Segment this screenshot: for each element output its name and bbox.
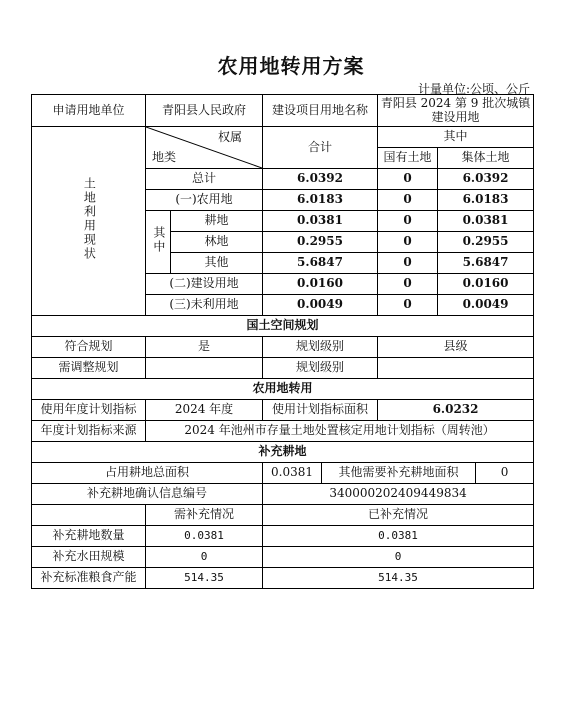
row-farmland-state: 0 <box>378 211 438 232</box>
paddy-done: 0 <box>263 547 534 568</box>
document-title: 农用地转用方案 <box>217 54 365 78</box>
unit-label: 计量单位:公顷、公斤 <box>417 82 530 96</box>
row-unused-label: (三)未利用地 <box>146 295 263 316</box>
row-agri-state: 0 <box>378 190 438 211</box>
other-need-value: 0 <box>476 463 534 484</box>
row-forest-label: 林地 <box>171 232 263 253</box>
row-farmland-collective: 0.0381 <box>438 211 534 232</box>
row-farmland-sum: 0.0381 <box>263 211 378 232</box>
other-need-label: 其他需要补充耕地面积 <box>322 463 476 484</box>
level-label-1: 规划级别 <box>263 337 378 358</box>
ownership-label: 权属 <box>218 130 243 144</box>
plan-area-value: 6.0232 <box>378 400 534 421</box>
supplement-blank-header <box>32 505 146 526</box>
occupied-farmland-label: 占用耕地总面积 <box>32 463 263 484</box>
plan-source-label: 年度计划指标来源 <box>32 421 146 442</box>
level-value-2 <box>378 358 534 379</box>
row-forest-state: 0 <box>378 232 438 253</box>
total-header: 合计 <box>263 127 378 169</box>
ownership-category-header <box>146 127 263 169</box>
row-total-collective: 6.0392 <box>438 169 534 190</box>
conversion-section: 农用地转用 <box>32 379 534 400</box>
grain-done: 514.35 <box>263 568 534 589</box>
row-total-label: 总计 <box>146 169 263 190</box>
land-status-side-label: 土地利用现状 <box>32 127 146 316</box>
level-value-1: 县级 <box>378 337 534 358</box>
collective-land-header: 集体土地 <box>438 148 534 169</box>
row-other-state: 0 <box>378 253 438 274</box>
conform-label: 符合规划 <box>32 337 146 358</box>
applicant-value: 青阳县人民政府 <box>146 95 263 127</box>
grain-label: 补充标准粮食产能 <box>32 568 146 589</box>
row-agri-collective: 6.0183 <box>438 190 534 211</box>
row-agri-label: (一)农用地 <box>146 190 263 211</box>
row-agri-sum: 6.0183 <box>263 190 378 211</box>
row-unused-collective: 0.0049 <box>438 295 534 316</box>
confirm-number-label: 补充耕地确认信息编号 <box>32 484 263 505</box>
need-header: 需补充情况 <box>146 505 263 526</box>
row-forest-collective: 0.2955 <box>438 232 534 253</box>
category-label: 地类 <box>152 150 177 165</box>
of-which-header: 其中 <box>378 127 534 148</box>
row-total-state: 0 <box>378 169 438 190</box>
adjust-value <box>146 358 263 379</box>
done-header: 已补充情况 <box>263 505 534 526</box>
project-value: 青阳县 2024 第 9 批次城镇建设用地 <box>378 95 534 127</box>
confirm-number-value: 340000202409449834 <box>263 484 534 505</box>
qty-done: 0.0381 <box>263 526 534 547</box>
paddy-label: 补充水田规模 <box>32 547 146 568</box>
level-label-2: 规划级别 <box>263 358 378 379</box>
plan-area-label: 使用计划指标面积 <box>263 400 378 421</box>
row-forest-sum: 0.2955 <box>263 232 378 253</box>
row-construction-collective: 0.0160 <box>438 274 534 295</box>
row-total-sum: 6.0392 <box>263 169 378 190</box>
row-farmland-label: 耕地 <box>171 211 263 232</box>
supplement-section: 补充耕地 <box>32 442 534 463</box>
applicant-label: 申请用地单位 <box>32 95 146 127</box>
project-label: 建设项目用地名称 <box>263 95 378 127</box>
of-which-side-label: 其中 <box>146 211 171 274</box>
annual-plan-value: 2024 年度 <box>146 400 263 421</box>
row-construction-state: 0 <box>378 274 438 295</box>
occupied-farmland-value: 0.0381 <box>263 463 322 484</box>
row-construction-label: (二)建设用地 <box>146 274 263 295</box>
spatial-planning-section: 国土空间规划 <box>32 316 534 337</box>
land-conversion-table <box>31 94 534 589</box>
plan-source-value: 2024 年池州市存量土地处置核定用地计划指标（周转池） <box>146 421 534 442</box>
paddy-need: 0 <box>146 547 263 568</box>
row-unused-state: 0 <box>378 295 438 316</box>
state-land-header: 国有土地 <box>378 148 438 169</box>
row-construction-sum: 0.0160 <box>263 274 378 295</box>
row-other-sum: 5.6847 <box>263 253 378 274</box>
annual-plan-label: 使用年度计划指标 <box>32 400 146 421</box>
qty-label: 补充耕地数量 <box>32 526 146 547</box>
row-unused-sum: 0.0049 <box>263 295 378 316</box>
adjust-label: 需调整规划 <box>32 358 146 379</box>
qty-need: 0.0381 <box>146 526 263 547</box>
row-other-collective: 5.6847 <box>438 253 534 274</box>
conform-value: 是 <box>146 337 263 358</box>
grain-need: 514.35 <box>146 568 263 589</box>
row-other-label: 其他 <box>171 253 263 274</box>
